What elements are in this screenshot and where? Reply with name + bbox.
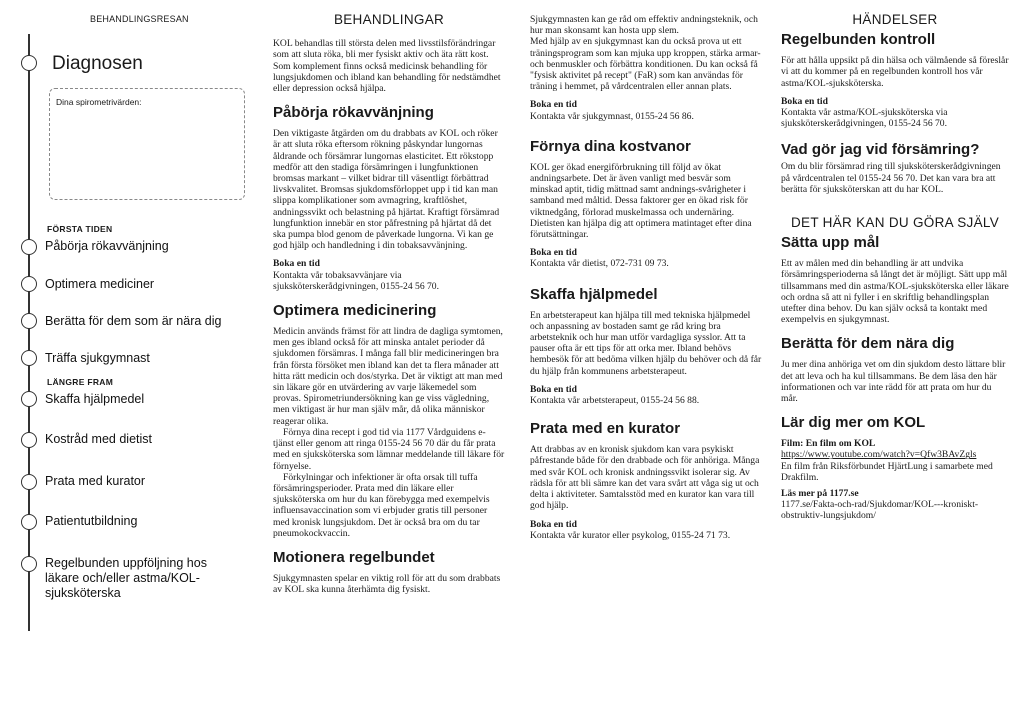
medication-text-3: Förkylningar och infektioner är ofta orsak till tuffa försämringsperioder. Prata med din läkare eller sjuksköterska om hur du kan förebygga med exempelvis influensavaccination som vi erbjuder gratis till personer med kronisk lungsjukdom. Det är också bra om du tar pneumokockvaccin. — [273, 471, 490, 539]
physio-text-2: Med hjälp av en sjukgymnast kan du också prova ut ett träningsprogram som kan mjuka upp kroppen, stärka armar- och benmuskler och förbättra konditionen. Du kan också få "fysisk aktivitet på recept" (FaR) som kan användas för träning i hemmet, på vårdcentralen eller annan plats. — [530, 36, 761, 93]
timeline-header: BEHANDLINGSRESAN — [90, 14, 189, 24]
timeline-item-followup: Regelbunden uppföljning hos läkare och/eller astma/KOL-sjuksköterska — [45, 556, 207, 600]
section-later: LÄNGRE FRAM — [47, 377, 114, 387]
checkup-text: För att hålla uppsikt på din hälsa och välmående så föreslår vi att du kommer på en regelbunden kontroll hos vår astma/KOL-sjuksköterska. — [781, 55, 1009, 89]
timeline-item-physio: Träffa sjukgymnast — [45, 351, 150, 365]
treatment-timeline — [0, 0, 262, 724]
counselor-text: Att drabbas av en kronisk sjukdom kan vara psykiskt påfrestande både för den drabbade och för anhöriga. Många med svår KOL och kronisk andningssvikt isolerar sig. Av rädsla för att bli sämre kan det vara svårt att våga sig ut och delta i aktiviteter. Samtalsstöd med en kurator kan vara till god hjälp. — [530, 444, 760, 512]
smoking-contact: Kontakta vår tobaksavvänjare via sjuksköterskerådgivningen, 0155-24 56 70. — [273, 269, 440, 292]
events-column — [781, 14, 1009, 522]
timeline-node-icon — [21, 276, 37, 292]
goals-title: Sätta upp mål — [781, 234, 880, 252]
checkup-book-label: Boka en tid — [781, 95, 828, 107]
medication-title: Optimera medicinering — [273, 302, 437, 320]
smoking-book-label: Boka en tid — [273, 258, 320, 270]
timeline-node-icon — [21, 474, 37, 490]
diet-book-label: Boka en tid — [530, 247, 577, 259]
treatments-intro: KOL behandlas till största delen med livsstilsförändringar som att sluta röka, bli mer fysiskt aktiv och äta rätt kost. Som komplement finns också medicinsk behandling för lungsjukdomen och ibland kan behandling för nedstämdhet eller depression också hjälpa. — [273, 38, 501, 95]
physio-book-label: Boka en tid — [530, 99, 577, 111]
timeline-item-counselor: Prata med kurator — [45, 474, 146, 488]
self-care-heading: DET HÄR KAN DU GÖRA SJÄLV — [790, 215, 1000, 231]
counselor-book-label: Boka en tid — [530, 518, 577, 530]
timeline-node-icon — [21, 313, 37, 329]
exercise-text: Sjukgymnasten spelar en viktig roll för att du som drabbats av KOL ska kunna återhämta dig fysiskt. — [273, 572, 501, 596]
read-more-label: Läs mer på 1177.se — [781, 488, 859, 500]
spirometry-box — [49, 88, 245, 200]
smoking-text: Den viktigaste åtgärden om du drabbats av KOL och röker är att sluta röka eftersom rökning påskyndar lungornas åldrande och försämrar lungornas elasticitet. Ett rökstopp medför att den stadiga försämringen i lungfunktionen bromsas markant – vilket bidrar till väsentligt förbättrad livskvalitet. Bromsas sjukdomsförloppet upp i tid kan man slippa komplikationer som avmagring, kraftlöshet, andningssvikt och belastning på hjärtat. Kraftigt försämrad lungfunktion innebär en stor påfrestning på hjärtat då det ska pumpa blod genom de påverkade lungorna. Vi kan ge god hjälp och handledning i din tobaksavvänjning. — [273, 128, 500, 252]
tell-text: Ju mer dina anhöriga vet om din sjukdom desto lättare blir det att leva och ha kul tillsammans. Be dem läsa den här informationen och var inte rädd för att prata om hur du mår. — [781, 359, 1006, 405]
timeline-item-diet: Kostråd med dietist — [45, 432, 152, 446]
aids-book-label: Boka en tid — [530, 383, 577, 395]
section-first-period: FÖRSTA TIDEN — [47, 224, 113, 234]
timeline-node-diagnosis-icon — [21, 55, 37, 71]
timeline-item-medication: Optimera mediciner — [45, 277, 155, 291]
timeline-item-tell-close: Berätta för dem som är nära dig — [45, 314, 222, 328]
diagnosis-title: Diagnosen — [52, 53, 143, 74]
timeline-item-aids: Skaffa hjälpmedel — [45, 392, 145, 406]
worsening-text: Om du blir försämrad ring till sjuksköterskerådgivningen på vårdcentralen tel 0155-24 56 70. Det kan vara bra att berätta för sjuksköterskan att du har KOL. — [781, 161, 1001, 195]
aids-title: Skaffa hjälpmedel — [530, 285, 658, 303]
timeline-line — [28, 34, 30, 631]
treatments-column — [273, 14, 505, 595]
timeline-node-icon — [21, 432, 37, 448]
film-label: Film: En film om KOL — [781, 438, 876, 450]
film-text: En film från Riksförbundet HjärtLung i samarbete med Drakfilm. — [781, 460, 993, 483]
diet-contact: Kontakta vår dietist, 072-731 09 73. — [530, 258, 669, 270]
diet-text: KOL ger ökad energiförbrukning till följd av ökat andningsarbete. Det är även vanligt med besvär som minskad aptit, tidig mättnad samt andnings-svårigheter i samband med måltid. Dessa faktorer ger en ökad risk för viktnedgång, förlorad muskelmassa och undernäring. Dietisten kan hjälpa dig att optimera matintaget efter dina förutsättningar. — [530, 161, 752, 241]
aids-contact: Kontakta vår arbetsterapeut, 0155-24 56 88. — [530, 395, 700, 407]
smoking-title: Påbörja rökavvänjning — [273, 104, 434, 122]
physio-text-1: Sjukgymnasten kan ge råd om effektiv andningsteknik, och hur man skonsamt kan hosta upp slem. — [530, 14, 758, 37]
checkup-title: Regelbunden kontroll — [781, 31, 936, 49]
treatments-column-continued — [530, 14, 762, 541]
counselor-title: Prata med en kurator — [530, 420, 681, 438]
read-more-link[interactable]: 1177.se/Fakta-och-rad/Sjukdomar/KOL---kroniskt-obstruktiv-lungsjukdom/ — [781, 499, 979, 522]
physio-contact: Kontakta vår sjukgymnast, 0155-24 56 86. — [530, 110, 694, 122]
timeline-node-icon — [21, 514, 37, 530]
timeline-item-smoking: Påbörja rökavvänjning — [45, 239, 169, 253]
timeline-node-icon — [21, 239, 37, 255]
checkup-contact: Kontakta vår astma/KOL-sjuksköterska via sjuksköterskerådgivningen, 0155-24 56 70. — [781, 107, 948, 130]
timeline-node-icon — [21, 391, 37, 407]
treatments-heading: BEHANDLINGAR — [333, 12, 445, 27]
timeline-item-education: Patientutbildning — [45, 514, 138, 528]
timeline-node-icon — [21, 556, 37, 572]
medication-text-2: Förnya dina recept i god tid via 1177 Vårdguidens e-tjänst eller genom att ringa 0155-24 56 70 där du får prata med en sjuksköterska som lämnar meddelande till läkare för förnyelse. — [273, 426, 505, 472]
medication-text-1: Medicin används främst för att lindra de dagliga symtomen, men ges ibland också för att minska antalet perioder då sjukdomen försämras. I många fall blir medicineringen bra från första försöket men ibland kan det ta flera månader att hitta rätt medicin och dos/styrka. Det är viktigt att man med sin läkare gör en utvärdering av varje läkemedel som provas. Spirometriundersökning kan ge viss vägledning, men viktigast är hur man själv mår, då olika människor reagerar olika. — [273, 326, 503, 427]
learn-title: Lär dig mer om KOL — [781, 414, 926, 432]
aids-text: En arbetsterapeut kan hjälpa till med tekniska hjälpmedel och anpassning av bostaden samt ge råd kring bra arbetsteknik och hur man utför vardagliga sysslor. Att ta pauser ofta är ett tips för att orka mer. Ibland behövs hembesök för att bedöma vilken hjälp du behöver och då får du hjälp från kommunens arbetsterapeut. — [530, 309, 762, 377]
goals-text: Ett av målen med din behandling är att undvika försämringsperioderna så långt det är möjligt. Sätt upp mål tillsammans med din astma/KOL-sjuksköterska eller läkare och ordna så att ni fyller i en skriftlig behandlingsplan utefter dina behov. Du kan själv också ta kontakt med exempelvis en sjukgymnast. — [781, 258, 1009, 326]
film-link[interactable]: https://www.youtube.com/watch?v=Qfw3BAvZgls — [781, 449, 977, 461]
counselor-contact: Kontakta vår kurator eller psykolog, 0155-24 71 73. — [530, 529, 731, 541]
exercise-title: Motionera regelbundet — [273, 548, 435, 566]
tell-title: Berätta för dem nära dig — [781, 335, 955, 353]
events-heading: HÄNDELSER — [852, 12, 938, 27]
worsening-title: Vad gör jag vid försämring? — [781, 141, 980, 159]
timeline-node-icon — [21, 350, 37, 366]
diet-title: Förnya dina kostvanor — [530, 137, 691, 155]
spirometry-label: Dina spirometrivärden: — [56, 97, 142, 107]
